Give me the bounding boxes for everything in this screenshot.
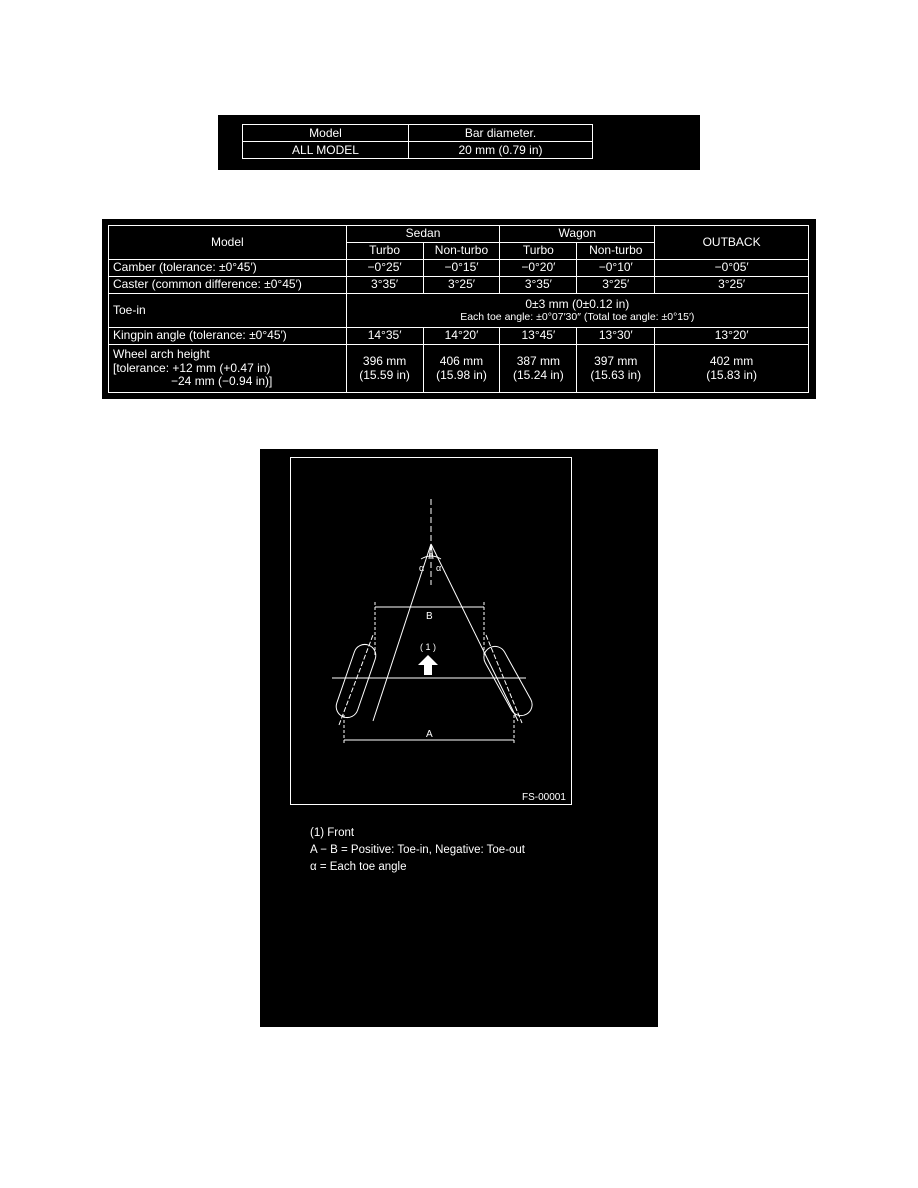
value-mm: 387 mm (516, 353, 561, 368)
row-label (109, 345, 347, 393)
left-wheel (333, 641, 379, 720)
value-mm: 397 mm (594, 353, 638, 368)
table-row (243, 142, 593, 159)
table-header-cell: Bar diameter. (409, 125, 593, 142)
table-cell: 3°25′ (577, 277, 655, 294)
table-row (109, 345, 809, 393)
bar-diameter-table (242, 124, 593, 159)
table-header-cell: Model (243, 125, 409, 142)
right-wheel-axis (431, 544, 518, 721)
toe-in-cell (346, 294, 808, 328)
row-label: Kingpin angle (tolerance: ±0°45′) (109, 328, 347, 345)
toe-angle-note: Each toe angle: ±0°07′30″ (Total toe angle: ±0°15′) (460, 311, 695, 324)
subheader-cell: Turbo (346, 243, 423, 260)
legend-item: (1) Front (310, 827, 355, 839)
legend-item: α = Each toe angle (310, 861, 407, 873)
table-cell: −0°05′ (655, 260, 809, 277)
table-cell: 13°20′ (655, 328, 809, 345)
value-mm: 406 mm (439, 353, 484, 368)
table-cell: 3°25′ (655, 277, 809, 294)
front-number-label: ( 1 ) (420, 642, 437, 652)
row-label-line: [tolerance: +12 mm (+0.47 in) (113, 360, 271, 375)
value-in: (15.24 in) (513, 367, 564, 382)
figure-id: FS-00001 (522, 792, 566, 803)
table-cell: 3°25′ (423, 277, 500, 294)
table-cell (500, 345, 577, 393)
value-in: (15.83 in) (706, 367, 757, 382)
value-mm: 402 mm (709, 353, 754, 368)
wagon-header: Wagon (500, 226, 655, 243)
dimension-b-label: B (426, 611, 433, 622)
outback-header: OUTBACK (655, 226, 809, 260)
alignment-table (108, 225, 809, 393)
table-row (109, 277, 809, 294)
value-mm: 396 mm (362, 353, 407, 368)
table-cell (655, 345, 809, 393)
table-cell: −0°20′ (500, 260, 577, 277)
subheader-cell: Turbo (500, 243, 577, 260)
value-in: (15.63 in) (590, 367, 642, 382)
table-header-row (109, 226, 809, 243)
table-row (109, 328, 809, 345)
toe-in-diagram (290, 457, 570, 803)
table-cell: 14°20′ (423, 328, 500, 345)
row-label: Camber (tolerance: ±0°45′) (109, 260, 347, 277)
row-label: Caster (common difference: ±0°45′) (109, 277, 347, 294)
table-cell: 13°45′ (500, 328, 577, 345)
table-cell (577, 345, 655, 393)
dimension-a-label: A (426, 729, 433, 740)
table-cell: −0°10′ (577, 260, 655, 277)
table-cell: 3°35′ (346, 277, 423, 294)
alpha-left-label: α (419, 563, 425, 573)
table-cell: −0°15′ (423, 260, 500, 277)
row-label-line: −24 mm (−0.94 in)] (171, 374, 273, 389)
row-label: Toe-in (109, 294, 347, 328)
table-row (109, 260, 809, 277)
table-cell: 20 mm (0.79 in) (409, 142, 593, 159)
table-header-row (243, 125, 593, 142)
value-in: (15.98 in) (436, 367, 487, 382)
subheader-cell: Non-turbo (577, 243, 655, 260)
table-cell: −0°25′ (346, 260, 423, 277)
right-wheel-centerline (486, 635, 522, 723)
table-cell: 13°30′ (577, 328, 655, 345)
row-label-line: Wheel arch height (113, 346, 210, 361)
value-in: (15.59 in) (359, 367, 410, 382)
sedan-header: Sedan (346, 226, 500, 243)
toe-in-value: 0±3 mm (0±0.12 in) (525, 296, 630, 311)
table-row (109, 294, 809, 328)
table-cell (423, 345, 500, 393)
toe-diagram-panel (260, 449, 658, 1027)
subheader-cell: Non-turbo (423, 243, 500, 260)
table-cell: 3°35′ (500, 277, 577, 294)
table-cell (346, 345, 423, 393)
alpha-right-label: α (436, 563, 442, 573)
table-cell: ALL MODEL (243, 142, 409, 159)
right-wheel (480, 642, 536, 719)
front-arrow-icon (418, 655, 438, 675)
legend-item: A − B = Positive: Toe-in, Negative: Toe-out (310, 844, 526, 856)
model-header: Model (109, 226, 347, 260)
bar-diameter-panel (218, 115, 700, 170)
table-cell: 14°35′ (346, 328, 423, 345)
alignment-panel (102, 219, 816, 399)
